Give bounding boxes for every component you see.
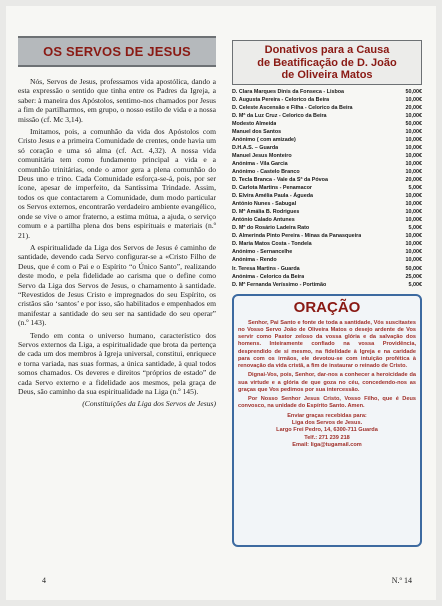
donation-amount: 10,00€	[405, 209, 422, 216]
donation-row	[232, 248, 422, 256]
donation-row	[232, 136, 422, 144]
donation-row	[232, 240, 422, 248]
donor-name: D. Celeste Ascensão e Filha - Celorico da Beira	[232, 104, 353, 111]
donation-row	[232, 208, 422, 216]
article-body	[18, 77, 216, 409]
donor-name: D. Almerinda Pinto Pereira - Minas da Panasqueira	[232, 233, 362, 240]
donation-row	[232, 232, 422, 240]
donation-row	[232, 273, 422, 281]
donor-name: D. Mª da Luz Cruz - Celorico da Beira	[232, 112, 327, 119]
donation-amount: 10,00€	[405, 96, 422, 103]
issue-number: N.º 14	[391, 576, 412, 585]
donation-row	[232, 160, 422, 168]
donor-name: Anónimo - Sernancelhe	[232, 249, 293, 256]
donor-name: António Nunes - Sabugal	[232, 201, 297, 208]
donation-amount: 10,00€	[405, 257, 422, 264]
donation-row	[232, 152, 422, 160]
contact-address: Largo Frei Pedro, 14, 6300-711 Guarda	[276, 427, 378, 434]
article-paragraph: Nós, Servos de Jesus, professamos vida apostólica, dando a esta expressão o sentido que tinha entre os Padres da Igreja, a saber: à maneira dos Apóstolos, sentimo-nos chamados por Jesus a fim de partilharmos, em grupo, o nosso estilo de vida e a nossa missão (cf. Mc 3,14).	[18, 77, 216, 124]
donor-name: D. Mª Fernanda Veríssimo - Portimão	[232, 281, 327, 288]
donation-amount: 10,00€	[405, 160, 422, 167]
section-title-banner	[18, 36, 216, 67]
donations-title-line: de Beatificação de D. João	[257, 56, 397, 69]
donation-row	[232, 104, 422, 112]
donor-name: Anónima - Rendo	[232, 257, 277, 264]
donor-name: D. Clara Marques Dinis da Fonseca - Lisboa	[232, 88, 345, 95]
section-title: OS SERVOS DE JESUS	[43, 44, 191, 59]
donor-name: Anónima - Vila Garcia	[232, 160, 288, 167]
donation-row	[232, 256, 422, 264]
donations-title-line: Donativos para a Causa	[264, 44, 390, 56]
donation-amount: 10,00€	[405, 233, 422, 240]
donation-amount: 50,00€	[405, 88, 422, 95]
donation-amount: 25,00€	[405, 273, 422, 280]
donation-amount: 10,00€	[405, 168, 422, 175]
donor-name: Modesto Almeida	[232, 120, 277, 127]
donor-name: António Calado Antunes	[232, 217, 295, 224]
donation-amount: 10,00€	[405, 241, 422, 248]
donor-name: D. Mª Amália B. Rodrigues	[232, 209, 300, 216]
donation-amount: 20,00€	[405, 177, 422, 184]
contact-email: Email: liga@tugamail.com	[292, 441, 362, 448]
donation-row	[232, 184, 422, 192]
right-column	[232, 40, 422, 547]
donor-name: D. Augusta Pereira - Celorico da Beira	[232, 96, 330, 103]
article-paragraph: Tendo em conta o universo humano, característico dos Servos externos da Liga, a espiritualidade que brota da pertença de cada um dos membros à Igreja universal, constitui, enriquece e torna variada, nas suas formas, a única santidade, à qual todos somos chamados. Os deveres e direitos “próprios de estado” de cada Servo externo e a fidelidade aos mesmos, pela graça de Deus, são caminho da sua espiritualidade na Liga (n.º 145).	[18, 330, 216, 396]
servos-de-jesus-column	[18, 36, 216, 409]
article-paragraph: Imitamos, pois, a comunhão da vida dos Apóstolos com Cristo Jesus e a primeira Comunidade de crentes, onde havia um só coração e uma só alma (cf. Act. 4,32). A nossa vida comunitária tem como fundamento principal a vida e a comunhão trinitárias, onde o amor gera a plena comunhão do Deus uno e trino. Cada Comunidade esforça-se-á, pois, por ser ícone, apesar de imperfeito, da Santíssima Trindade. Assim, todos os que contactarem a Comunidade, dum modo particular os Servos externos, encontrarão verdadeiro ambiente evangélico, onde se vive o amor fraterno, a estima mútua, a ajuda, o serviço comum e a partilha plena dos bens espirituais e materiais (n.º 21).	[18, 127, 216, 240]
donation-amount: 10,00€	[405, 136, 422, 143]
donation-amount: 10,00€	[405, 193, 422, 200]
donations-title-box	[232, 40, 422, 85]
donor-name: Anónima - Celorico da Beira	[232, 273, 305, 280]
prayer-paragraph: Senhor, Pai Santo e fonte de toda a santidade, Vós suscitastes no Vosso Servo João de Oliveira Matos o desejo ardente de Vos servir como Pastor zeloso da vossa glória e da salvação dos homens. Inteiramente confiado na vossa Providência, desprendido de si mesmo, na fidelidade à Igreja e na caridade para com os irmãos, ele devotou-se com intuição profética à renovação da vida cristã, a fim de instaurar o reinado de Cristo.	[238, 319, 416, 370]
contact-line: Enviar graças recebidas para:	[287, 412, 367, 419]
donation-row	[232, 224, 422, 232]
donor-name: D. Carlota Martins - Penamacor	[232, 185, 312, 192]
contact-phone: Telf.: 271 239 218	[304, 434, 350, 441]
donation-amount: 50,00€	[405, 265, 422, 272]
donor-name: D. Maria Matos Costa - Tondela	[232, 241, 312, 248]
donation-row	[232, 176, 422, 184]
donation-row	[232, 216, 422, 224]
donation-row	[232, 120, 422, 128]
donation-amount: 10,00€	[405, 144, 422, 151]
newsletter-page	[6, 6, 436, 600]
article-source-caption: (Constituições da Liga dos Servos de Jesus)	[82, 399, 216, 409]
prayer-box	[232, 294, 422, 547]
donations-list	[232, 88, 422, 289]
donor-name: Manuel dos Santos	[232, 128, 282, 135]
donation-row	[232, 112, 422, 120]
contact-line: Liga dos Servos de Jesus.	[291, 419, 363, 426]
donation-amount: 10,00€	[405, 217, 422, 224]
donation-row	[232, 128, 422, 136]
donation-row	[232, 144, 422, 152]
donor-name: D.H.A.S. – Guarda	[232, 144, 279, 151]
donation-amount: 5,00€	[408, 185, 422, 192]
donation-amount: 10,00€	[405, 201, 422, 208]
prayer-paragraph: Por Nosso Senhor Jesus Cristo, Vosso Filho, que é Deus convosco, na unidade do Espírito Santo. Amen.	[238, 396, 416, 410]
prayer-contact-block	[238, 413, 416, 449]
donation-amount: 10,00€	[405, 128, 422, 135]
donation-amount: 50,00€	[405, 120, 422, 127]
donation-row	[232, 281, 422, 289]
donation-row	[232, 265, 422, 273]
donation-row	[232, 96, 422, 104]
prayer-text	[238, 320, 416, 411]
prayer-paragraph: Dignai-Vos, pois, Senhor, dar-nos a conhecer a heroicidade da sua virtude e a glória de que goza no céu, concedendo-nos as graças que Vos pedimos por sua intercessão.	[238, 372, 416, 393]
donation-row	[232, 200, 422, 208]
article-paragraph: A espiritualidade da Liga dos Servos de Jesus é caminho de santidade, devendo cada Servo configurar-se a «Cristo Filho de Deus, que é com o Pai e o Espírito “o Único Santo”, realizando deste modo, e pela fidelidade ao carisma que o define como Servo da Liga dos Servos de Jesus, o chamamento à santidade. “Revestidos de Jesus Cristo e impregnados do seu Espírito, os cristãos são ‘santos’ e por isso, são habilitados e empenhados em manifestar a santidade do seu ser na santidade do seu operar” (n.º 143).	[18, 242, 216, 328]
donation-amount: 10,00€	[405, 112, 422, 119]
donor-name: D. Mª do Rosário Ladeira Rato	[232, 225, 310, 232]
donor-name: Anónimo ( com amizade)	[232, 136, 296, 143]
prayer-title: ORAÇÃO	[293, 298, 361, 316]
donor-name: Anónimo - Castelo Branco	[232, 168, 300, 175]
donation-amount: 10,00€	[405, 152, 422, 159]
donor-name: D. Tecla Branca - Vale da Sª da Póvoa	[232, 177, 328, 184]
donation-amount: 20,00€	[405, 104, 422, 111]
donation-row	[232, 88, 422, 96]
donation-row	[232, 192, 422, 200]
donor-name: Ir. Teresa Martins - Guarda	[232, 265, 300, 272]
donor-name: Manuel Jesus Monteiro	[232, 152, 292, 159]
donation-amount: 10,00€	[405, 249, 422, 256]
donation-row	[232, 168, 422, 176]
donations-title-line: de Oliveira Matos	[281, 69, 373, 81]
page-number: 4	[42, 576, 46, 585]
donor-name: D. Elvira Amélia Paula - Águeda	[232, 193, 313, 200]
donation-amount: 5,00€	[408, 225, 422, 232]
donation-amount: 5,00€	[408, 281, 422, 288]
